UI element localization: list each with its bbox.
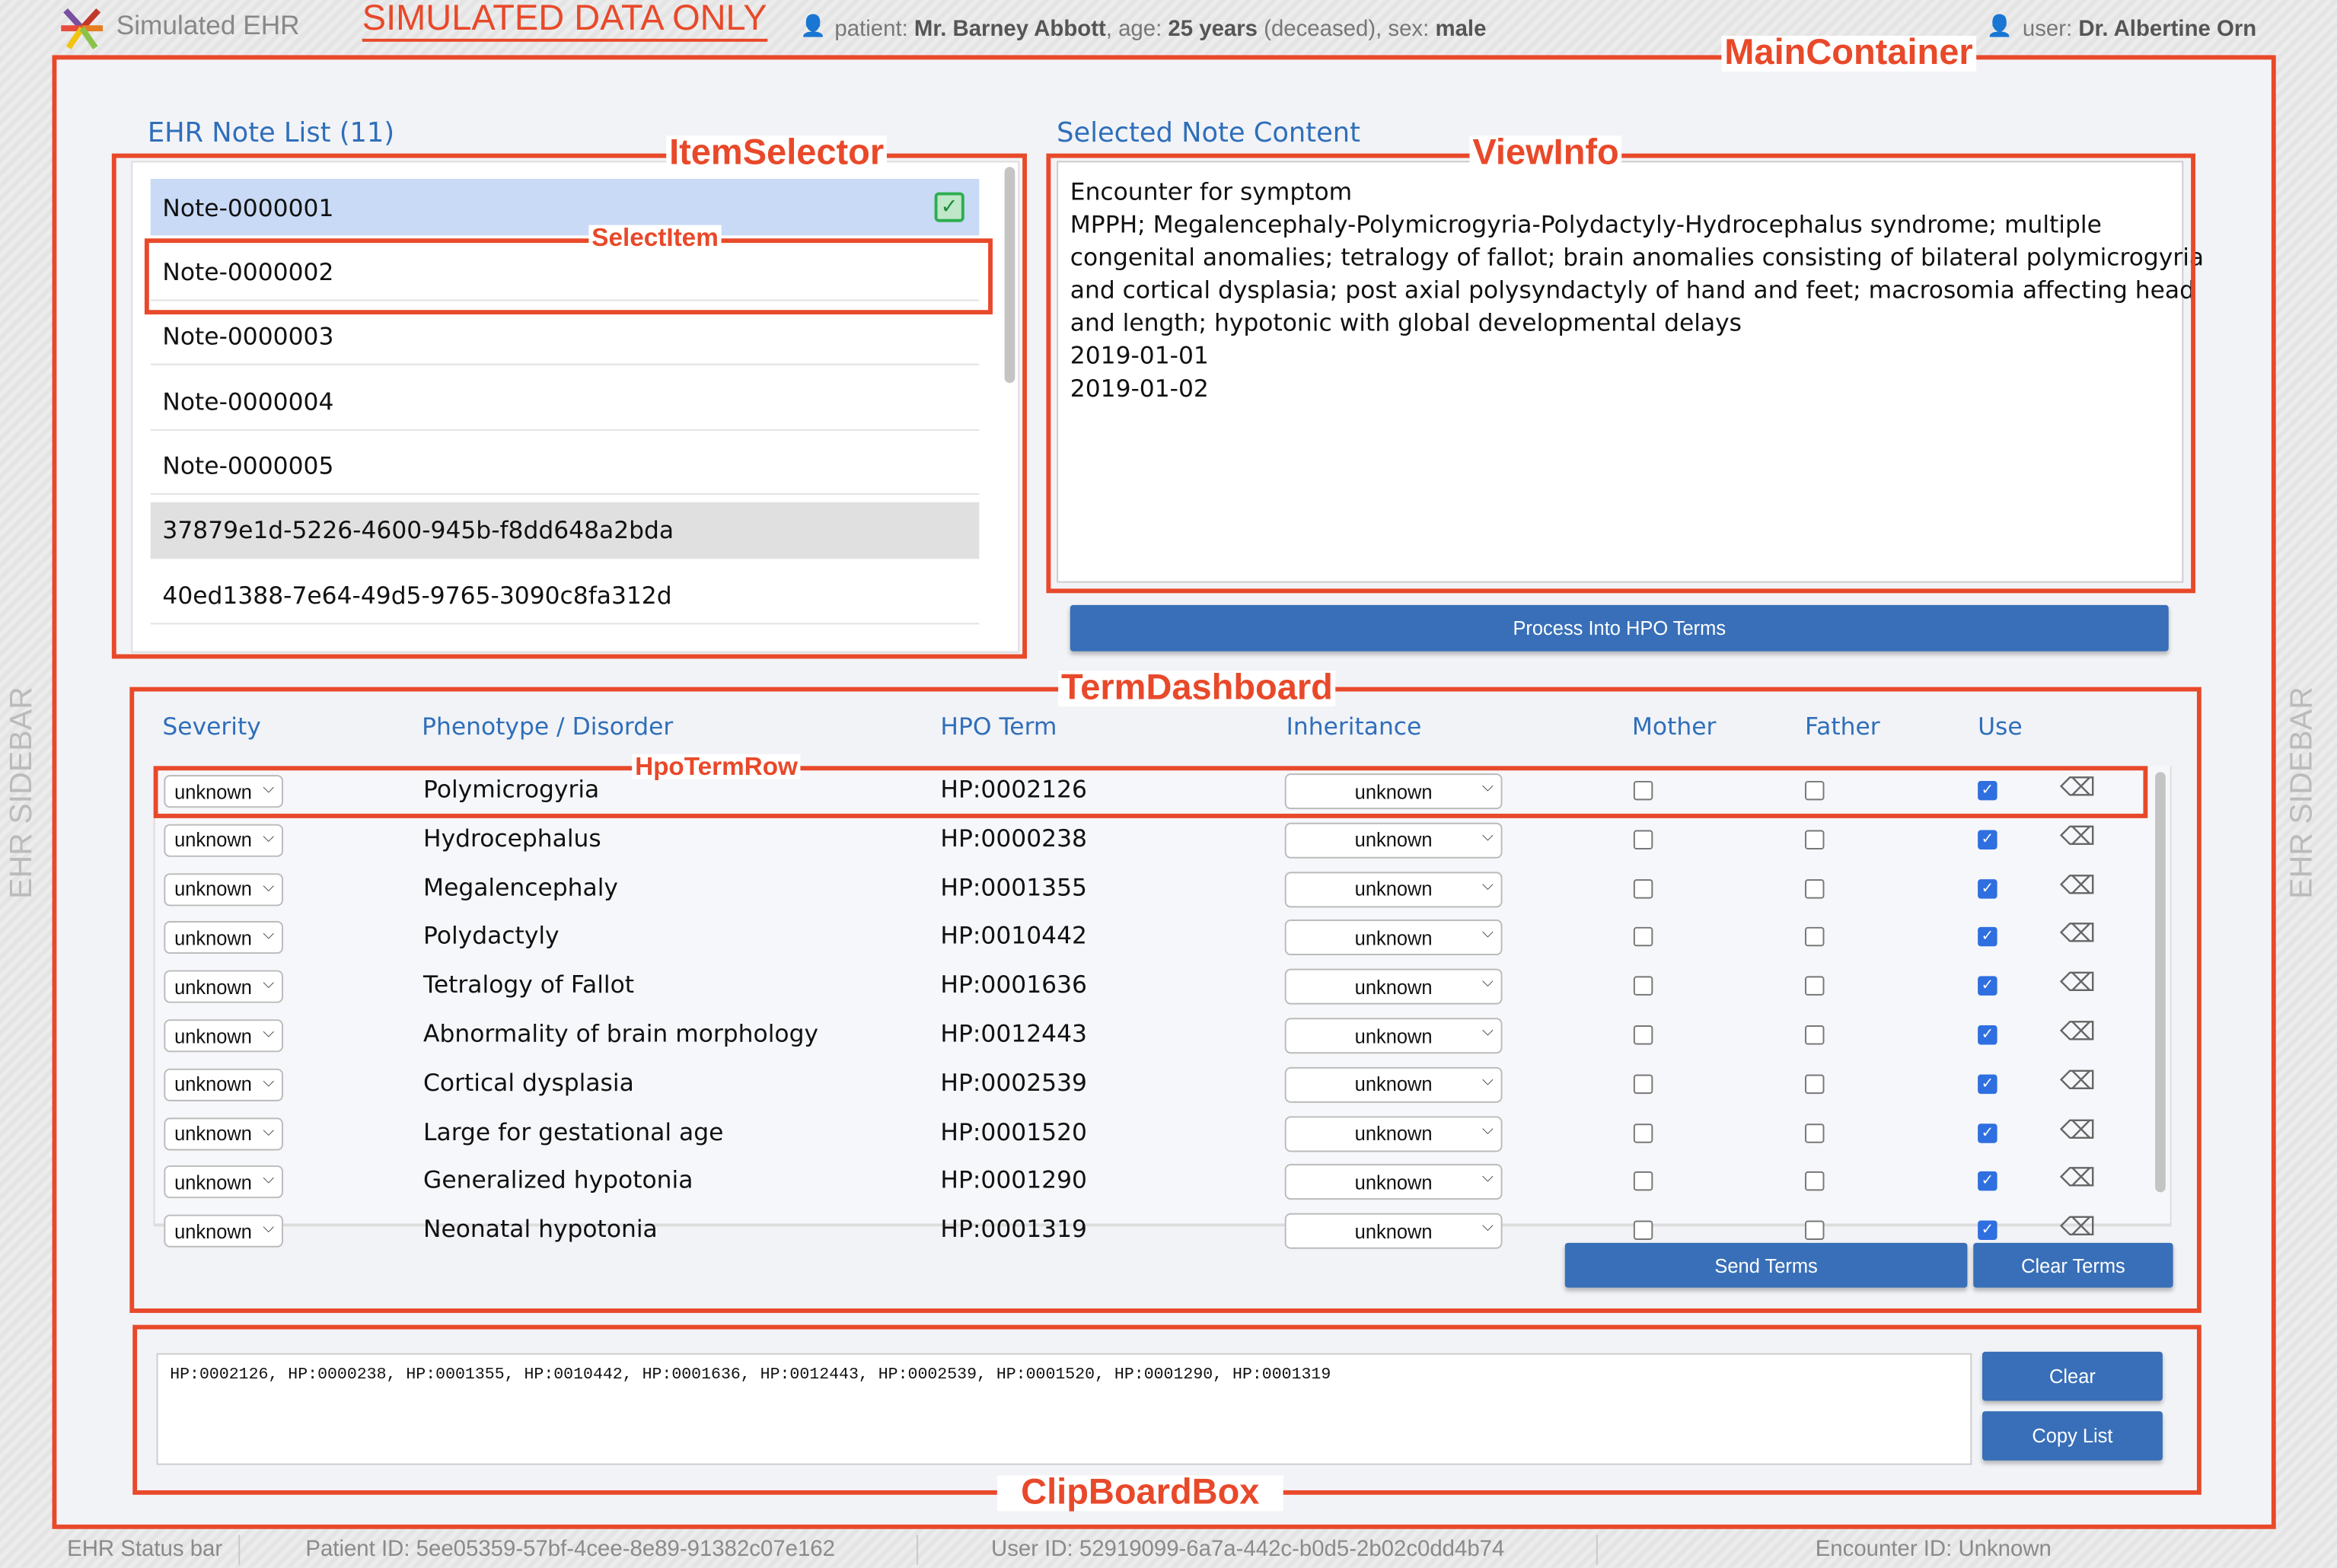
chevron-down-icon: ⌵ bbox=[263, 927, 275, 945]
severity-value: unknown bbox=[174, 878, 252, 900]
send-terms-button[interactable]: Send Terms bbox=[1565, 1243, 1968, 1288]
patient-sex: male bbox=[1435, 16, 1487, 42]
user-info bbox=[2023, 17, 2256, 42]
deceased-label: (deceased), sex: bbox=[1258, 16, 1436, 42]
use-checkbox[interactable]: ✓ bbox=[1978, 977, 1997, 996]
status-encounter-id: Encounter ID: Unknown bbox=[1815, 1536, 2052, 1562]
use-checkbox[interactable]: ✓ bbox=[1978, 878, 1997, 897]
chevron-down-icon: ⌵ bbox=[263, 976, 275, 993]
severity-value: unknown bbox=[174, 829, 252, 852]
severity-select[interactable] bbox=[164, 824, 283, 856]
delete-term-icon[interactable]: ⌫ bbox=[2059, 822, 2096, 853]
severity-value: unknown bbox=[174, 1025, 252, 1047]
father-checkbox[interactable] bbox=[1805, 1172, 1824, 1191]
severity-select[interactable] bbox=[164, 1215, 283, 1248]
chevron-down-icon: ⌵ bbox=[1481, 974, 1494, 992]
mother-checkbox[interactable] bbox=[1634, 928, 1653, 947]
hpo-term-row bbox=[155, 913, 2150, 962]
hpo-term-id: HP:0001355 bbox=[940, 872, 1087, 901]
chevron-down-icon: ⌵ bbox=[263, 1171, 275, 1189]
copy-list-button[interactable]: Copy List bbox=[1982, 1411, 2163, 1461]
severity-value: unknown bbox=[174, 1073, 252, 1096]
inheritance-select[interactable] bbox=[1285, 1213, 1503, 1249]
clipboard-clear-button[interactable]: Clear bbox=[1982, 1352, 2163, 1401]
note-item-label: 37879e1d-5226-4600-945b-f8dd648a2bda bbox=[162, 515, 674, 544]
severity-value: unknown bbox=[174, 1122, 252, 1145]
note-content-line: 2019-01-02 bbox=[1070, 374, 1209, 403]
select-item-label: SelectItem bbox=[588, 225, 721, 250]
hpo-term-id: HP:0010442 bbox=[940, 921, 1087, 950]
father-checkbox[interactable] bbox=[1805, 977, 1824, 996]
sidebar-right-label: EHR SIDEBAR bbox=[2284, 687, 2319, 899]
clipboard-textarea[interactable]: HP:0002126, HP:0000238, HP:0001355, HP:0010442, HP:0001636, HP:0012443, HP:0002539, HP:0001520, HP:0001290, HP:0001319 bbox=[157, 1353, 1972, 1465]
inheritance-select[interactable] bbox=[1285, 1116, 1503, 1152]
hpo-term-id: HP:0001319 bbox=[940, 1215, 1087, 1244]
note-list-title: EHR Note List (11) bbox=[147, 117, 395, 149]
severity-select[interactable] bbox=[164, 922, 283, 955]
inheritance-select[interactable] bbox=[1285, 822, 1503, 858]
severity-select[interactable] bbox=[164, 1019, 283, 1052]
note-content-line: and length; hypotonic with global developmental delays bbox=[1070, 308, 1742, 337]
father-checkbox[interactable] bbox=[1805, 830, 1824, 849]
age-prefix: , age: bbox=[1105, 16, 1168, 42]
note-item-label: Note-0000003 bbox=[162, 321, 334, 351]
hpo-term-row bbox=[155, 1010, 2150, 1060]
hpo-term-id: HP:0000238 bbox=[940, 824, 1087, 853]
hpo-term-id: HP:0001290 bbox=[940, 1165, 1087, 1195]
mother-checkbox[interactable] bbox=[1634, 1123, 1653, 1142]
inheritance-value: unknown bbox=[1354, 878, 1433, 900]
status-patient-id: Patient ID: 5ee05359-57bf-4cee-8e89-91382c07e162 bbox=[305, 1536, 835, 1562]
mother-checkbox[interactable] bbox=[1634, 1025, 1653, 1044]
chevron-down-icon: ⌵ bbox=[263, 1220, 275, 1238]
hpo-term-row bbox=[155, 1060, 2150, 1109]
use-checkbox[interactable]: ✓ bbox=[1978, 928, 1997, 947]
selected-check-icon: ✓ bbox=[935, 193, 964, 222]
note-item-label: Note-0000005 bbox=[162, 451, 334, 480]
inheritance-select[interactable] bbox=[1285, 969, 1503, 1005]
phenotype-name: Polydactyly bbox=[423, 921, 560, 950]
delete-term-icon[interactable]: ⌫ bbox=[2059, 1115, 2096, 1146]
header-inheritance: Inheritance bbox=[1286, 712, 1422, 741]
father-checkbox[interactable] bbox=[1805, 878, 1824, 897]
phenotype-name: Hydrocephalus bbox=[423, 824, 601, 853]
inheritance-select[interactable] bbox=[1285, 920, 1503, 956]
user-icon: 👤 bbox=[1986, 14, 2013, 39]
term-table[interactable] bbox=[154, 766, 2172, 1244]
hpo-term-row-label: HpoTermRow bbox=[632, 754, 801, 779]
chevron-down-icon: ⌵ bbox=[1481, 1072, 1494, 1089]
inheritance-value: unknown bbox=[1354, 779, 1433, 803]
father-checkbox[interactable] bbox=[1805, 1123, 1824, 1142]
chevron-down-icon: ⌵ bbox=[1481, 1024, 1494, 1041]
severity-value: unknown bbox=[174, 975, 252, 999]
chevron-down-icon: ⌵ bbox=[263, 780, 275, 798]
father-checkbox[interactable] bbox=[1805, 1221, 1824, 1240]
mother-checkbox[interactable] bbox=[1634, 1074, 1653, 1093]
status-divider bbox=[917, 1535, 918, 1565]
severity-select[interactable] bbox=[164, 1117, 283, 1150]
chevron-down-icon: ⌵ bbox=[1481, 1219, 1494, 1236]
severity-value: unknown bbox=[174, 779, 252, 803]
process-hpo-button[interactable]: Process Into HPO Terms bbox=[1070, 605, 2169, 652]
chevron-down-icon: ⌵ bbox=[1481, 1170, 1494, 1187]
sidebar-left-label: EHR SIDEBAR bbox=[4, 687, 39, 899]
view-info-outline bbox=[1046, 154, 2205, 594]
phenotype-name: Cortical dysplasia bbox=[423, 1068, 634, 1097]
hpo-term-row bbox=[155, 815, 2150, 865]
status-divider bbox=[238, 1535, 240, 1565]
header-severity: Severity bbox=[162, 712, 261, 741]
chevron-down-icon: ⌵ bbox=[263, 830, 275, 846]
severity-select[interactable] bbox=[164, 873, 283, 906]
chevron-down-icon: ⌵ bbox=[1481, 877, 1494, 894]
chevron-down-icon: ⌵ bbox=[263, 1123, 275, 1139]
simulated-data-banner: SIMULATED DATA ONLY bbox=[362, 0, 767, 42]
mother-checkbox[interactable] bbox=[1634, 878, 1653, 897]
delete-term-icon[interactable]: ⌫ bbox=[2059, 1066, 2096, 1097]
severity-select[interactable] bbox=[164, 1166, 283, 1199]
mother-checkbox[interactable] bbox=[1634, 830, 1653, 849]
status-bar-label: EHR Status bar bbox=[67, 1536, 223, 1562]
hpo-term-row bbox=[155, 961, 2150, 1011]
hpo-term-row bbox=[155, 864, 2150, 913]
use-checkbox[interactable]: ✓ bbox=[1978, 781, 1997, 800]
item-selector-outline bbox=[112, 154, 1027, 659]
father-checkbox[interactable] bbox=[1805, 928, 1824, 947]
phenotype-name: Large for gestational age bbox=[423, 1117, 724, 1146]
term-table-scrollbar[interactable] bbox=[2155, 772, 2166, 1192]
severity-select[interactable] bbox=[164, 1068, 283, 1101]
father-checkbox[interactable] bbox=[1805, 1025, 1824, 1044]
phenotype-name: Abnormality of brain morphology bbox=[423, 1019, 819, 1048]
use-checkbox[interactable]: ✓ bbox=[1978, 1123, 1997, 1142]
note-content-line: MPPH; Megalencephaly-Polymicrogyria-Polydactyly-Hydrocephalus syndrome; multiple bbox=[1070, 210, 2102, 239]
hpo-term-row-outline bbox=[154, 766, 2148, 818]
delete-term-icon[interactable]: ⌫ bbox=[2059, 1018, 2096, 1048]
note-content-line: Encounter for symptom bbox=[1070, 177, 1353, 206]
status-user-id: User ID: 52919099-6a7a-442c-b0d5-2b02c0dd4b74 bbox=[991, 1536, 1505, 1562]
hpo-term-id: HP:0002539 bbox=[940, 1068, 1087, 1097]
user-prefix: user: bbox=[2022, 16, 2079, 42]
note-item-label: Note-0000001 bbox=[162, 193, 334, 221]
select-item-outline bbox=[145, 238, 993, 314]
chevron-down-icon: ⌵ bbox=[263, 1025, 275, 1042]
note-content-title: Selected Note Content bbox=[1057, 117, 1360, 149]
inheritance-select[interactable] bbox=[1285, 1018, 1503, 1053]
hpo-term-id: HP:0002126 bbox=[940, 775, 1087, 804]
inheritance-value: unknown bbox=[1354, 975, 1433, 999]
phenotype-name: Megalencephaly bbox=[423, 872, 618, 901]
clear-terms-button[interactable]: Clear Terms bbox=[1973, 1243, 2173, 1288]
hpo-term-id: HP:0001636 bbox=[940, 970, 1087, 999]
note-content-line: 2019-01-01 bbox=[1070, 341, 1209, 370]
father-checkbox[interactable] bbox=[1805, 1074, 1824, 1093]
phenotype-name: Neonatal hypotonia bbox=[423, 1215, 658, 1244]
hpo-term-id: HP:0012443 bbox=[940, 1019, 1087, 1048]
inheritance-select[interactable] bbox=[1285, 872, 1503, 907]
main-container-label: MainContainer bbox=[1721, 36, 1975, 72]
use-checkbox[interactable]: ✓ bbox=[1978, 1172, 1997, 1191]
mother-checkbox[interactable] bbox=[1634, 977, 1653, 996]
inheritance-select[interactable] bbox=[1285, 1165, 1503, 1200]
note-item-label: Note-0000002 bbox=[162, 257, 334, 286]
logo-icon bbox=[56, 6, 107, 51]
delete-term-icon[interactable]: ⌫ bbox=[2059, 871, 2096, 901]
delete-term-icon[interactable]: ⌫ bbox=[2059, 1164, 2096, 1195]
chevron-down-icon: ⌵ bbox=[263, 1074, 275, 1091]
user-name: Dr. Albertine Orn bbox=[2078, 16, 2257, 42]
hpo-term-row bbox=[155, 1108, 2150, 1158]
header-father: Father bbox=[1805, 712, 1880, 741]
phenotype-name: Polymicrogyria bbox=[423, 775, 600, 804]
note-item-label: 40ed1388-7e64-49d5-9765-3090c8fa312d bbox=[162, 581, 672, 610]
status-divider bbox=[1596, 1535, 1598, 1565]
inheritance-value: unknown bbox=[1354, 1171, 1433, 1194]
patient-name: Mr. Barney Abbott bbox=[913, 16, 1106, 42]
use-checkbox[interactable]: ✓ bbox=[1978, 830, 1997, 849]
use-checkbox[interactable]: ✓ bbox=[1978, 1221, 1997, 1240]
delete-term-icon[interactable]: ⌫ bbox=[2059, 969, 2096, 999]
patient-info bbox=[834, 17, 1486, 42]
note-content-line: and cortical dysplasia; post axial polysyndactyly of hand and feet; macrosomia affecting head bbox=[1070, 276, 2195, 304]
header-mother: Mother bbox=[1631, 712, 1717, 741]
mother-checkbox[interactable] bbox=[1634, 1221, 1653, 1240]
phenotype-name: Generalized hypotonia bbox=[423, 1165, 693, 1195]
chevron-down-icon: ⌵ bbox=[1481, 1121, 1494, 1139]
clipboard-box-label: ClipBoardBox bbox=[997, 1475, 1283, 1511]
note-item-label: Note-0000004 bbox=[162, 387, 334, 416]
inheritance-value: unknown bbox=[1354, 829, 1433, 852]
note-content-line: congenital anomalies; tetralogy of fallot; brain anomalies consisting of bilateral polymicrogyria bbox=[1070, 243, 2205, 272]
severity-value: unknown bbox=[174, 1171, 252, 1194]
delete-term-icon[interactable]: ⌫ bbox=[2059, 773, 2096, 804]
delete-term-icon[interactable]: ⌫ bbox=[2059, 919, 2096, 950]
header-phenotype: Phenotype / Disorder bbox=[422, 712, 674, 741]
header-hpo-term: HPO Term bbox=[940, 712, 1057, 741]
chevron-down-icon: ⌵ bbox=[1481, 926, 1494, 943]
chevron-down-icon: ⌵ bbox=[1481, 779, 1494, 796]
delete-term-icon[interactable]: ⌫ bbox=[2059, 1213, 2096, 1244]
use-checkbox[interactable]: ✓ bbox=[1978, 1025, 1997, 1044]
hpo-term-row bbox=[155, 1157, 2150, 1206]
mother-checkbox[interactable] bbox=[1634, 1172, 1653, 1191]
severity-value: unknown bbox=[174, 1219, 252, 1243]
severity-value: unknown bbox=[174, 926, 252, 949]
use-checkbox[interactable]: ✓ bbox=[1978, 1074, 1997, 1093]
inheritance-value: unknown bbox=[1354, 926, 1433, 949]
inheritance-value: unknown bbox=[1354, 1073, 1433, 1096]
patient-icon: 👤 bbox=[800, 14, 827, 39]
inheritance-value: unknown bbox=[1354, 1025, 1433, 1047]
inheritance-value: unknown bbox=[1354, 1219, 1433, 1243]
patient-prefix: patient: bbox=[834, 16, 914, 42]
app-name: Simulated EHR bbox=[116, 10, 300, 40]
view-info-label: ViewInfo bbox=[1469, 135, 1621, 171]
chevron-down-icon: ⌵ bbox=[263, 878, 275, 895]
chevron-down-icon: ⌵ bbox=[1481, 828, 1494, 845]
header-use: Use bbox=[1978, 712, 2023, 741]
item-selector-label: ItemSelector bbox=[666, 135, 887, 171]
term-dashboard-label: TermDashboard bbox=[1058, 671, 1336, 706]
phenotype-name: Tetralogy of Fallot bbox=[423, 970, 635, 999]
hpo-term-id: HP:0001520 bbox=[940, 1117, 1087, 1146]
severity-select[interactable] bbox=[164, 970, 283, 1003]
inheritance-select[interactable] bbox=[1285, 1066, 1503, 1102]
patient-age: 25 years bbox=[1168, 16, 1258, 42]
inheritance-value: unknown bbox=[1354, 1122, 1433, 1145]
